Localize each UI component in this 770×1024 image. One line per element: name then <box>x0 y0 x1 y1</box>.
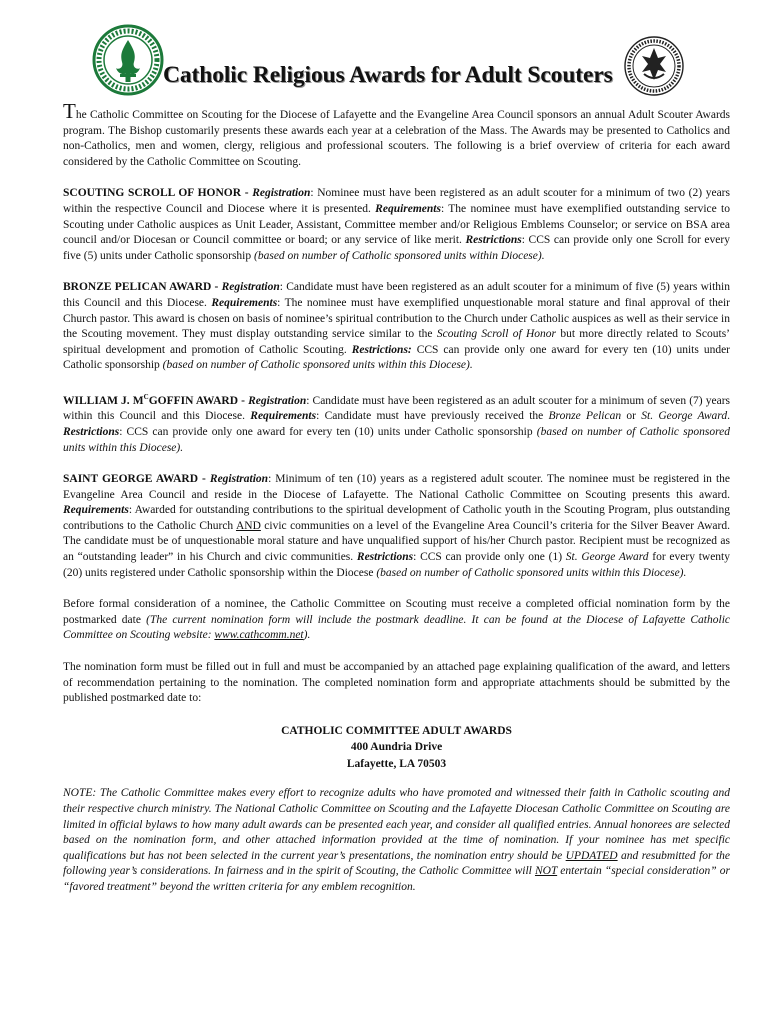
pelican-requirements-text-2: but more directly related to Scouts’ spiritual development and promotion of Catholic Scouting. <box>63 328 730 356</box>
george-restrictions-text: : CCS can provide only one (1) <box>413 551 566 564</box>
address-line-2: 400 Aundria Drive <box>350 741 443 754</box>
scroll-requirements-text: : The nominee must have exemplified outstanding service to Scouting under Catholic auspices as Unit Leader, Assistant, Committee member and/or Religious Emblems Counselor; or service on BSA area council and/or Diocesan or Council committee or board; or any service of like merit. <box>63 202 730 247</box>
note-text-2: and resubmitted for the following year’s considerations. In fairness and in the spirit of Scouting, the Catholic Committee will <box>63 849 730 878</box>
pelican-requirements-text: : The nominee must have exemplified unquestionable moral stature and final approval of their Church pastor. This award is chosen on basis of nominee’s spiritual contribution to the Church under Catholic auspices as well as their service in the Scouting movement. They must display outstanding service similar to the <box>63 296 730 341</box>
bsa-emblem-icon <box>622 34 686 98</box>
page-title: Catholic Religious Awards for Adult Scouters <box>163 62 613 88</box>
mcgoffin-restrictions-label: Restrictions <box>63 425 120 438</box>
pelican-scroll-reference: Scouting Scroll of Honor <box>436 328 557 341</box>
scroll-restrictions-note: (based on number of Catholic sponsored units within Diocese). <box>254 249 545 262</box>
website-link[interactable]: www.cathcomm.net <box>214 629 304 642</box>
george-registration-text: : Minimum of ten (10) years as a registered adult scouter. The nominee must be registered in the Evangeline Area Council and reside in the Diocese of Lafayette. The National Catholic Committee on Scouting presents this award. <box>63 473 730 501</box>
george-dash: - <box>198 473 210 486</box>
george-restrictions-note: (based on number of Catholic sponsored units within this Diocese). <box>376 566 687 579</box>
pelican-registration-text: : Candidate must have been registered as an adult scouter for a minimum of five (5) years within this Council and this Diocese. <box>63 281 730 309</box>
catholic-committee-seal-icon <box>92 20 164 100</box>
scroll-requirements-label: Requirements <box>375 202 441 215</box>
mcgoffin-george-reference: St. George Award <box>641 410 728 423</box>
nomination-paragraph: The nomination form must be filled out in full and must be accompanied by an attached page explaining qualification of the award, and letters of recommendation pertaining to the nomination. The completed nomination form and appropriate attachments should be submitted by the published postmarked date to: <box>63 661 730 705</box>
mcgoffin-heading-sup: C <box>143 392 149 401</box>
address-line-1: CATHOLIC COMMITTEE ADULT AWARDS <box>281 724 512 737</box>
formal-note-text: (The current nomination form will include the postmark deadline. It can be found at the Diocese of Lafayette Catholic Committee on Scouting website: <box>63 613 730 642</box>
mcgoffin-or: or <box>621 410 642 423</box>
scroll-restrictions-label: Restrictions <box>465 234 522 247</box>
formal-note-end: ). <box>303 629 311 642</box>
scroll-dash: - <box>241 187 253 200</box>
mcgoffin-req-end: . <box>727 410 730 423</box>
pelican-registration-label: Registration <box>221 281 280 294</box>
mcgoffin-restrictions-text: : CCS can provide only one award for every ten (10) units under Catholic sponsorship <box>119 425 537 438</box>
pelican-restrictions-text: CCS can provide only one award for every ten (10) units under Catholic sponsorship <box>63 343 731 372</box>
mcgoffin-requirements-label: Requirements <box>250 410 317 423</box>
mcgoffin-section <box>63 390 730 456</box>
mailing-address <box>63 723 730 773</box>
mcgoffin-requirements-text: : Candidate must have previously received the <box>316 410 549 423</box>
scroll-of-honor-section <box>63 186 730 264</box>
george-restrictions-text-2: for every twenty (20) units registered under Catholic sponsorship within the Diocese <box>63 551 731 579</box>
bronze-pelican-heading: BRONZE PELICAN AWARD <box>63 281 212 294</box>
george-and-emphasis: AND <box>235 519 261 532</box>
mcgoffin-restrictions-note: (based on number of Catholic sponsored units within this Diocese). <box>63 425 731 454</box>
mcgoffin-pelican-reference: Bronze Pelican <box>548 410 622 423</box>
mcgoffin-heading-b: GOFFIN AWARD <box>148 394 239 407</box>
pelican-restrictions-label: Restrictions: <box>351 343 412 356</box>
george-award-reference: St. George Award <box>565 551 649 564</box>
scroll-registration-label: Registration <box>252 187 311 200</box>
scroll-restrictions-text: : CCS can provide only one Scroll for every five (5) units under Catholic sponsorship <box>63 234 730 262</box>
saint-george-section <box>63 472 730 581</box>
mcgoffin-registration-label: Registration <box>248 394 307 407</box>
address-line-3: Lafayette, LA 70503 <box>346 757 447 770</box>
george-registration-label: Registration <box>209 473 269 486</box>
george-requirements-label: Requirements <box>63 504 129 517</box>
mcgoffin-heading <box>63 392 239 407</box>
scroll-of-honor-heading: SCOUTING SCROLL OF HONOR <box>63 187 242 200</box>
pelican-requirements-label: Requirements <box>211 296 278 309</box>
george-restrictions-label: Restrictions <box>356 551 414 564</box>
bronze-pelican-section <box>63 280 730 374</box>
george-requirements-text-2: civic communities on a level of the Evangeline Area Council’s criteria for the Silver Beaver Award. The candidate must be of unquestionable moral stature and have unqualified support of his/her Church pastor. Recipient must be recognized as an “outstanding leader” in his Church and civic communities. <box>63 519 730 564</box>
note-updated-emphasis: UPDATED <box>565 849 618 862</box>
note-not-emphasis: NOT <box>534 865 558 878</box>
intro-text: he Catholic Committee on Scouting for the Diocese of Lafayette and the Evangeline Area Council sponsors an annual Adult Scouter Awards program. The Bishop customarily presents these awards each year at a celebration of the Mass. The Awards may be presented to Catholics and non-Catholics, men and women, clergy, religious and professional scouters. The following is a brief overview of criteria for each award considered by the Catholic Committee on Scouting. <box>63 109 730 168</box>
formal-text: Before formal consideration of a nominee, the Catholic Committee on Scouting must receive a completed official nomination form by the postmarked date <box>63 598 730 626</box>
intro-paragraph <box>63 99 730 170</box>
document-body <box>63 99 731 911</box>
pelican-restrictions-note: (based on number of Catholic sponsored units within this Diocese). <box>162 359 473 372</box>
formal-consideration-paragraph <box>63 597 730 644</box>
intro-dropcap: T <box>63 99 76 123</box>
scroll-registration-text: : Nominee must have been registered as an adult scouter for a minimum of two (2) years within the respective Council and Diocese where it is presented. <box>63 187 730 215</box>
note-text-3: entertain “special consideration” or “favored treatment” beyond the written criteria for any emblem recognition. <box>63 865 731 893</box>
mcgoffin-registration-text: : Candidate must have been registered as an adult scouter for a minimum of seven (7) years within this Council and this Diocese. <box>63 394 730 423</box>
note-paragraph <box>63 786 730 895</box>
pelican-dash: - <box>211 281 222 294</box>
mcgoffin-dash: - <box>238 394 249 407</box>
mcgoffin-heading-a: WILLIAM J. M <box>63 394 144 407</box>
note-text-1: NOTE: The Catholic Committee makes every effort to recognize adults who have promoted and witnessed their faith in Catholic scouting and their respective church ministry. The National Catholic Committee on Scouting and the Lafayette Diocesan Catholic Committee on Scouting are limited in official bylaws to how many adult awards can be presented each year, and consider all qualified entries. Annual honorees are selected based on the nomination form, and other attached information provided at the time of nomination. If your nominee has met specific qualifications but has not been selected in the current year’s presentations, the nomination entry should be <box>63 787 730 862</box>
formal-note <box>63 614 730 642</box>
saint-george-heading: SAINT GEORGE AWARD <box>63 473 199 486</box>
george-requirements-text: : Awarded for outstanding contributions to the spiritual development of Catholic youth in the Scouting Program, plus outstanding contributions to the Catholic Church <box>63 504 730 532</box>
